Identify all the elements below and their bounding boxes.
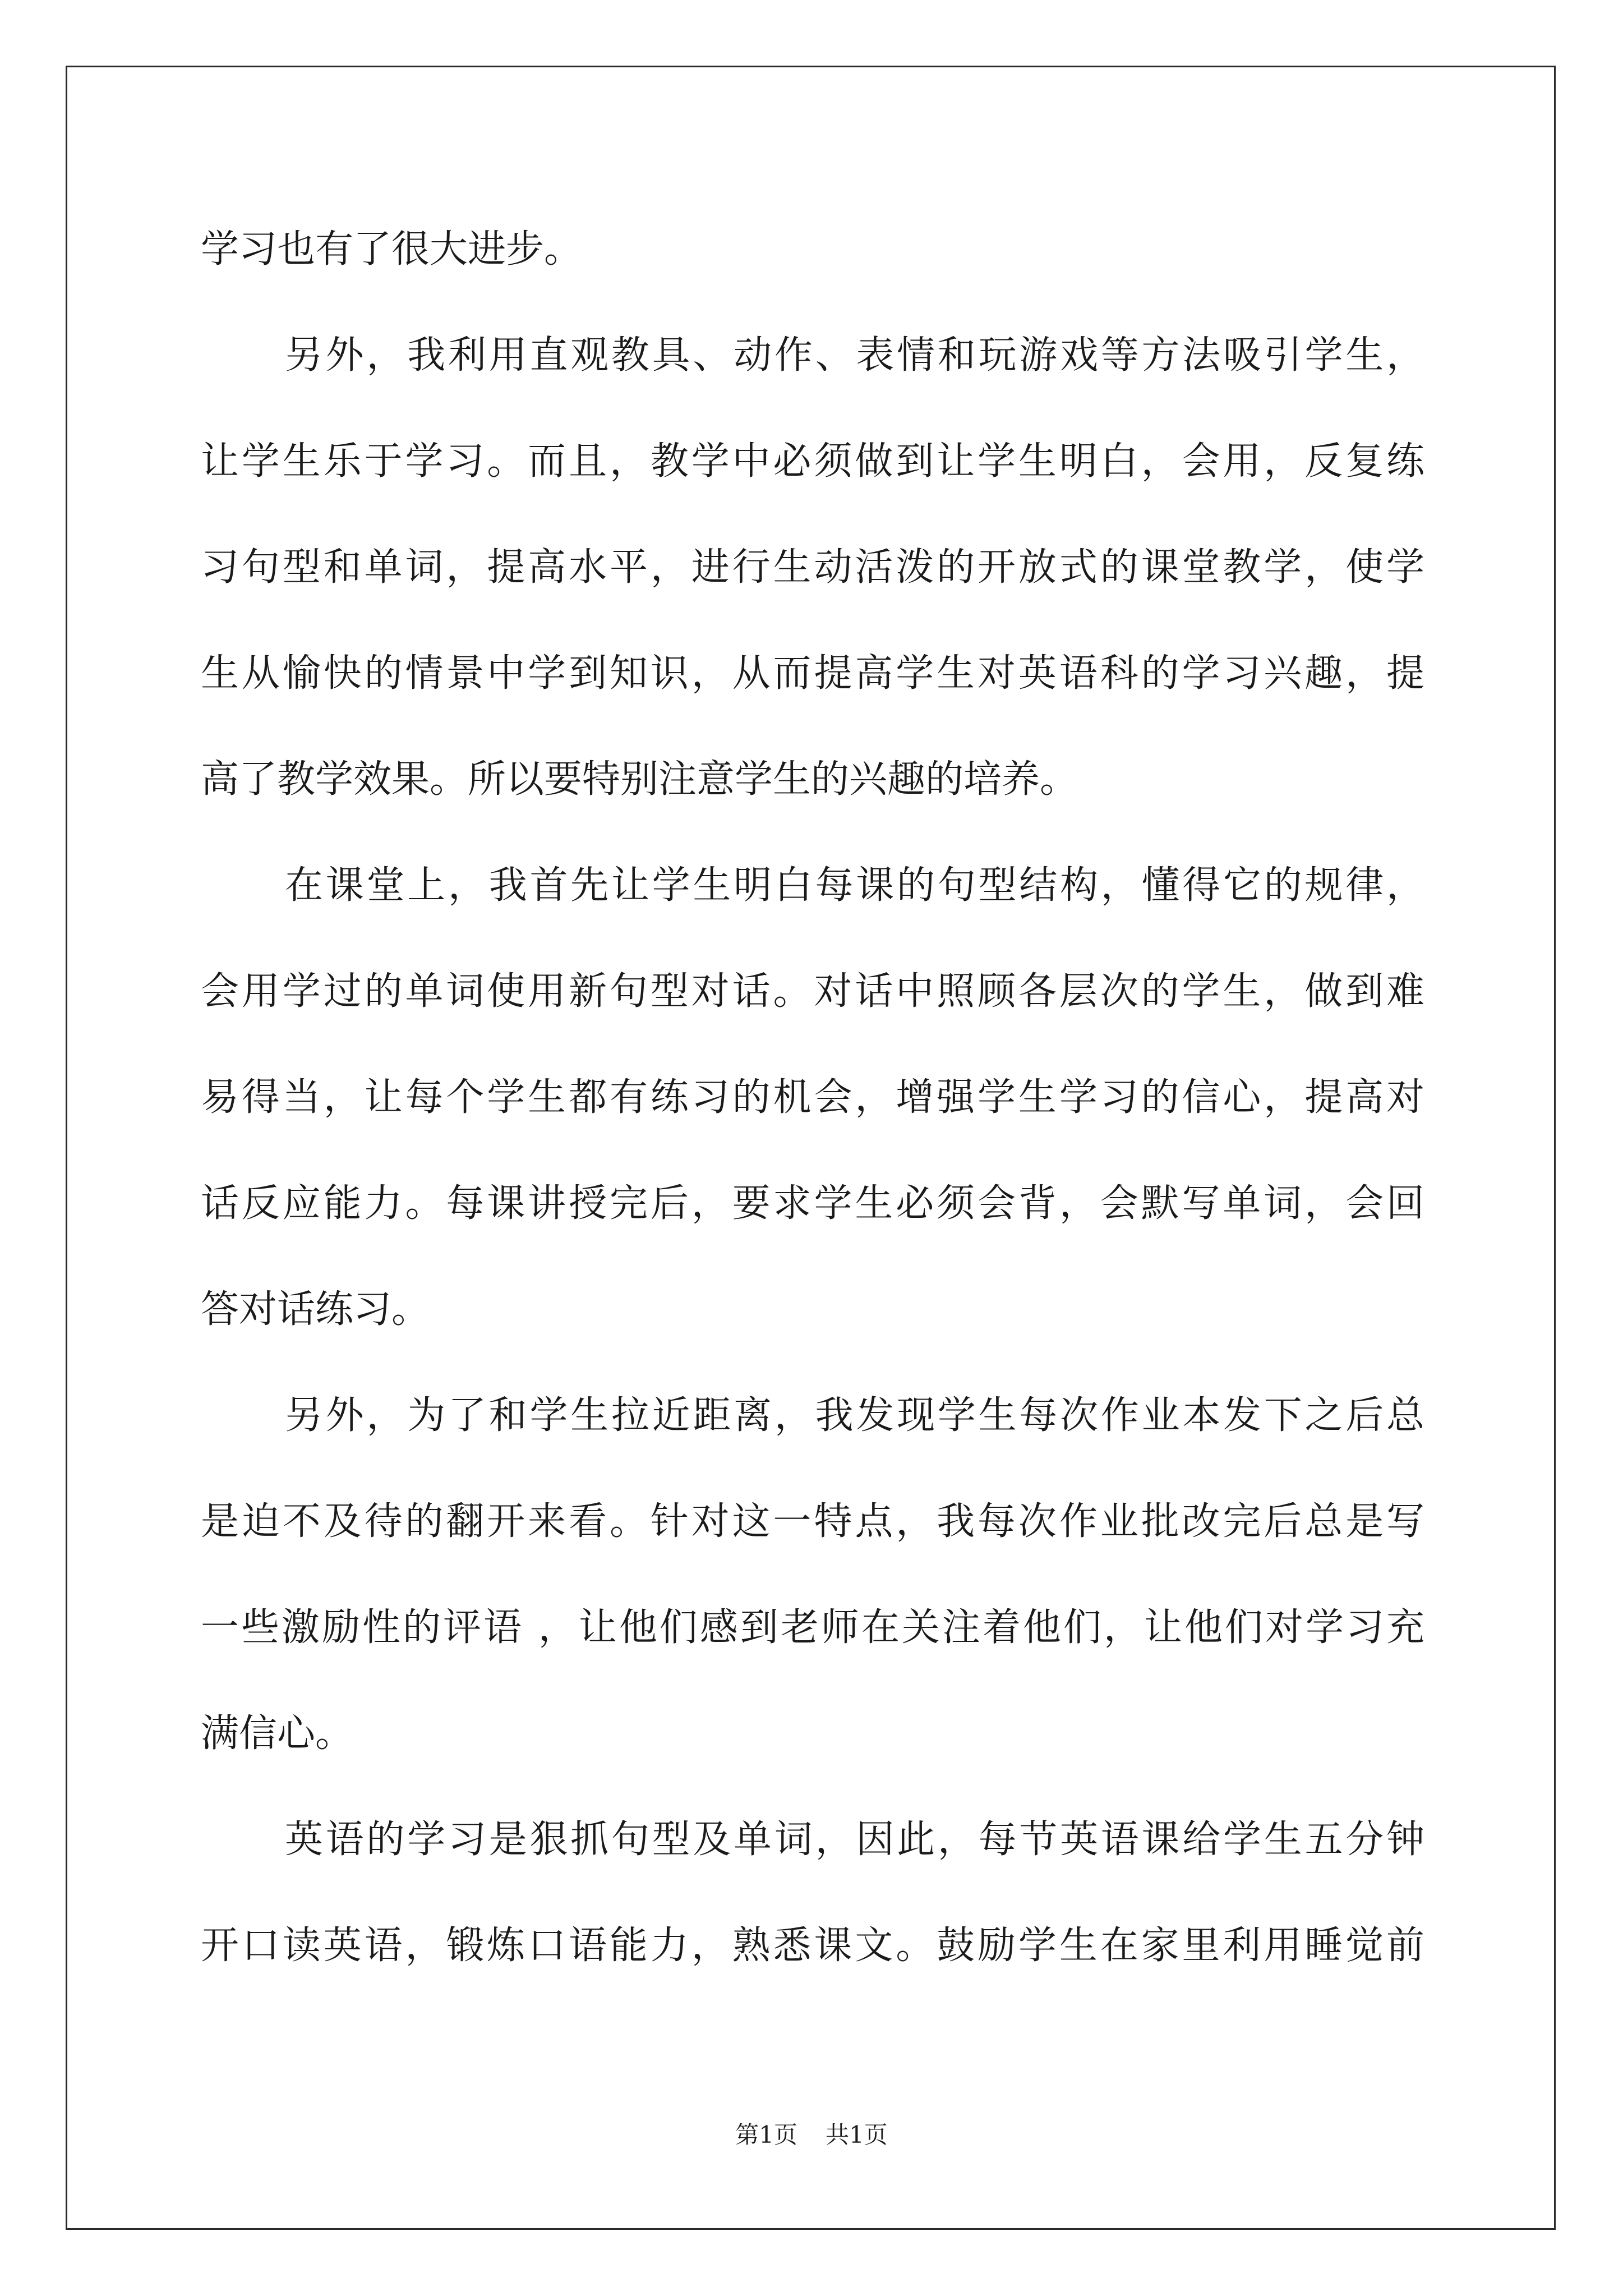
text-line: 开口读英语，锻炼口语能力，熟悉课文。鼓励学生在家里利用睡觉前 [201,1924,1424,1968]
text-line: 是迫不及待的翻开来看。针对这一特点，我每次作业批改完后总是写 [201,1499,1424,1544]
text-line: 满信心。 [201,1711,354,1756]
text-line: 答对话练习。 [201,1287,430,1332]
text-line: 另外，我利用直观教具、动作、表情和玩游戏等方法吸引学生， [285,333,1424,378]
text-line: 让学生乐于学习。而且，教学中必须做到让学生明白，会用，反复练 [201,439,1424,484]
text-line: 生从愉快的情景中学到知识，从而提高学生对英语科的学习兴趣，提 [201,651,1424,696]
page-number-total: 共1页 [826,2121,888,2148]
text-line: 在课堂上，我首先让学生明白每课的句型结构，懂得它的规律， [285,863,1424,908]
text-line: 另外，为了和学生拉近距离，我发现学生每次作业本发下之后总 [285,1393,1424,1438]
text-line: 一些激励性的评语 ，让他们感到老师在关注着他们，让他们对学习充 [201,1605,1424,1650]
text-line: 高了教学效果。所以要特别注意学生的兴趣的培养。 [201,757,1078,802]
text-line: 易得当，让每个学生都有练习的机会，增强学生学习的信心，提高对 [201,1075,1424,1120]
text-line: 话反应能力。每课讲授完后，要求学生必须会背，会默写单词，会回 [201,1181,1424,1226]
text-line: 会用学过的单词使用新句型对话。对话中照顾各层次的学生，做到难 [201,969,1424,1014]
document-body [201,196,1424,1999]
text-line: 英语的学习是狠抓句型及单词，因此，每节英语课给学生五分钟 [285,1818,1424,1862]
page-footer [0,2118,1623,2152]
text-line: 习句型和单词，提高水平，进行生动活泼的开放式的课堂教学，使学 [201,545,1424,590]
text-line: 学习也有了很大进步。 [201,227,583,272]
page-number-current: 第1页 [735,2121,797,2148]
